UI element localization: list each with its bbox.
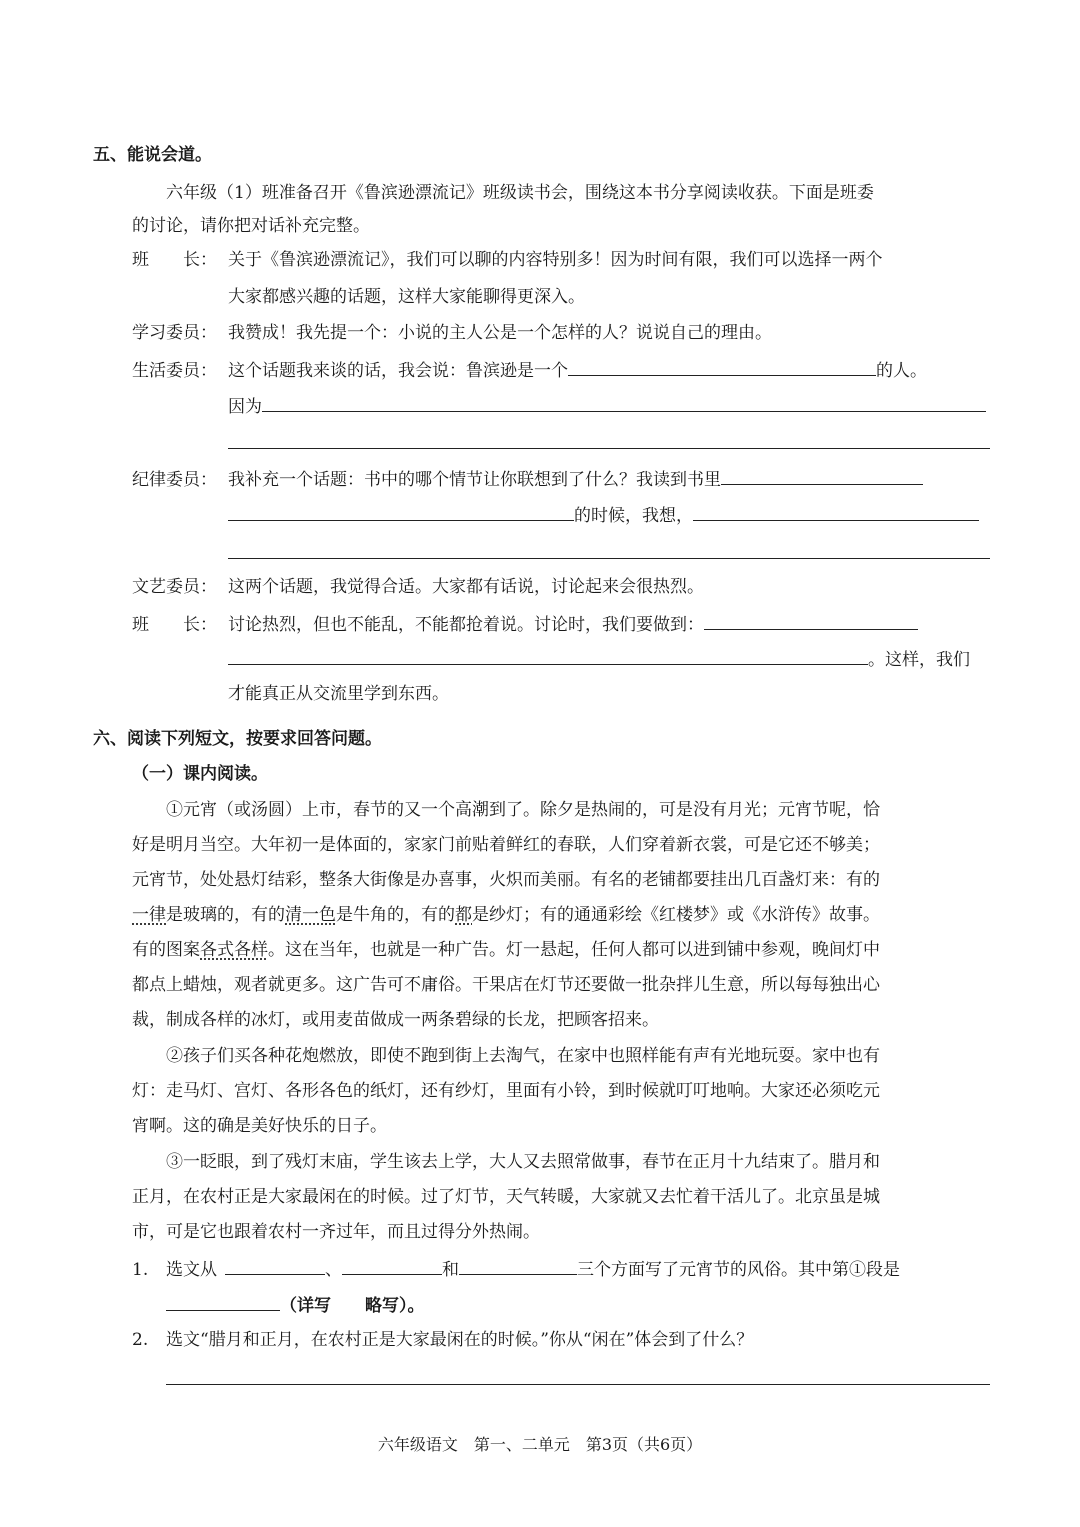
- dialogue-monitor-1-cont: 大家都感兴趣的话题，这样大家能聊得更深入。: [228, 287, 585, 307]
- dialogue-text: 因为: [228, 397, 262, 417]
- section5-title: 五、能说会道。: [93, 145, 212, 165]
- answer-line: [228, 430, 990, 456]
- passage-p1-line7: 裁，制成各样的冰灯，或用麦苗做成一两条碧绿的长龙，把顾客招来。: [132, 1010, 659, 1030]
- passage-p1-line1: ①元宵（或汤圆）上市，春节的又一个高潮到了。除夕是热闹的，可是没有月光；元宵节呢，恰: [166, 800, 880, 820]
- passage-text: 是牛角的，有的: [336, 905, 455, 925]
- dialogue-text: 的时候，我想，: [574, 506, 693, 526]
- passage-p1-line5: [132, 938, 880, 962]
- passage-text: 是纱灯；有的通通彩绘《红楼梦》或《水浒传》故事。: [472, 905, 880, 925]
- answer-line: [228, 540, 990, 566]
- passage-p3-line2: 正月，在农村正是大家最闲在的时候。过了灯节，天气转暖，大家就又去忙着干活儿了。北京虽是城: [132, 1187, 880, 1207]
- answer-blank[interactable]: [228, 540, 990, 559]
- passage-p1-line4: [132, 903, 880, 927]
- dialogue-monitor-2: [132, 611, 918, 637]
- answer-blank[interactable]: [228, 646, 868, 665]
- passage-p1-line2: 好是明月当空。大年初一是体面的，家家门前贴着鲜红的春联，人们穿着新衣裳，可是它还不够美；: [132, 835, 880, 855]
- answer-blank[interactable]: [166, 1366, 990, 1385]
- emphasis-word: 清一色: [285, 905, 336, 925]
- answer-blank[interactable]: [225, 1256, 325, 1275]
- emphasis-word: 都: [455, 905, 472, 925]
- section6-title: 六、阅读下列短文，按要求回答问题。: [93, 729, 382, 749]
- passage-p3-line3: 市，可是它也跟着农村一齐过年，而且过得分外热闹。: [132, 1222, 540, 1242]
- dialogue-text: 的人。: [876, 361, 927, 381]
- dialogue-text: 我赞成！我先提一个：小说的主人公是一个怎样的人？说说自己的理由。: [228, 323, 772, 343]
- dialogue-text: 关于《鲁滨逊漂流记》，我们可以聊的内容特别多！因为时间有限，我们可以选择一两个: [228, 250, 883, 270]
- answer-blank[interactable]: [228, 430, 990, 449]
- dialogue-discipline-committee-cont: [228, 502, 979, 528]
- section5-intro-line1: 六年级（1）班准备召开《鲁滨逊漂流记》班级读书会，围绕这本书分享阅读收获。下面是班委: [166, 183, 874, 203]
- speaker-label: 学习委员：: [132, 323, 217, 343]
- passage-p2-line1: ②孩子们买各种花炮燃放，即使不跑到街上去淘气，在家中也照样能有声有光地玩耍。家中也有: [166, 1046, 880, 1066]
- answer-blank[interactable]: [704, 611, 918, 630]
- speaker-label: 文艺委员：: [132, 577, 217, 597]
- question-text: 三个方面写了元宵节的风俗。其中第①段是: [577, 1260, 900, 1280]
- question-2: [132, 1328, 753, 1352]
- passage-p2-line2: 灯：走马灯、宫灯、各形各色的纸灯，还有纱灯，里面有小铃，到时候就叮叮地响。大家还必须吃元: [132, 1081, 880, 1101]
- passage-text: 有的图案: [132, 940, 200, 960]
- section5-intro-line2: 的讨论，请你把对话补充完整。: [132, 216, 370, 236]
- passage-p3-line1: ③一眨眼，到了残灯末庙，学生该去上学，大人又去照常做事，春节在正月十九结束了。腊月和: [166, 1152, 880, 1172]
- page-footer: 六年级语文 第一、二单元 第3页（共6页）: [377, 1435, 703, 1454]
- answer-blank[interactable]: [342, 1256, 442, 1275]
- answer-blank[interactable]: [459, 1256, 577, 1275]
- dialogue-life-committee: [132, 357, 927, 383]
- answer-blank[interactable]: [693, 502, 979, 521]
- question-text: 选文从: [166, 1260, 217, 1280]
- passage-text: 。这在当年，也就是一种广告。灯一悬起，任何人都可以进到铺中参观，晚间灯中: [268, 940, 880, 960]
- question-options: （详写 略写）。: [280, 1296, 425, 1316]
- answer-blank[interactable]: [166, 1292, 280, 1311]
- passage-p2-line3: 宵啊。这的确是美好快乐的日子。: [132, 1116, 387, 1136]
- answer-blank[interactable]: [721, 466, 923, 485]
- dialogue-text: 讨论热烈，但也不能乱，不能都抢着说。讨论时，我们要做到：: [228, 615, 704, 635]
- passage-p1-line6: 都点上蜡烛，观者就更多。这广告可不庸俗。干果店在灯节还要做一批杂拌儿生意，所以每每独出心: [132, 975, 880, 995]
- speaker-label: 班 长：: [132, 250, 217, 270]
- answer-blank[interactable]: [568, 357, 876, 376]
- dialogue-text: 这个话题我来谈的话，我会说：鲁滨逊是一个: [228, 361, 568, 381]
- answer-line: [166, 1366, 990, 1392]
- dialogue-arts-committee: [132, 575, 704, 599]
- dialogue-monitor-1: [132, 248, 883, 272]
- question-1-cont: [166, 1292, 425, 1318]
- speaker-label: 生活委员：: [132, 361, 217, 381]
- question-number: 1.: [132, 1260, 149, 1280]
- speaker-label: 纪律委员：: [132, 470, 217, 490]
- dialogue-monitor-2-end: 才能真正从交流里学到东西。: [228, 684, 449, 704]
- question-1: [132, 1256, 900, 1282]
- question-text: 选文“腊月和正月，在农村正是大家最闲在的时候。”你从“闲在”体会到了什么？: [166, 1330, 754, 1350]
- dialogue-text: 这两个话题，我觉得合适。大家都有话说，讨论起来会很热烈。: [228, 577, 704, 597]
- emphasis-word: 各式各样: [200, 940, 268, 960]
- answer-blank[interactable]: [262, 393, 986, 412]
- dialogue-monitor-2-cont: [228, 646, 970, 672]
- question-text: 、: [325, 1260, 342, 1280]
- passage-p1-line3: 元宵节，处处悬灯结彩，整条大街像是办喜事，火炽而美丽。有名的老铺都要挂出几百盏灯来：有的: [132, 870, 880, 890]
- dialogue-life-committee-because: [228, 393, 986, 419]
- answer-blank[interactable]: [228, 502, 574, 521]
- question-number: 2.: [132, 1330, 149, 1350]
- emphasis-word: 一律: [132, 905, 166, 925]
- dialogue-discipline-committee: [132, 466, 923, 492]
- passage-text: 是玻璃的，有的: [166, 905, 285, 925]
- dialogue-text: 我补充一个话题：书中的哪个情节让你联想到了什么？我读到书里: [228, 470, 721, 490]
- section6-subtitle: （一）课内阅读。: [132, 764, 268, 784]
- speaker-label: 班 长：: [132, 615, 217, 635]
- question-text: 和: [442, 1260, 459, 1280]
- dialogue-study-committee: [132, 321, 772, 345]
- dialogue-text: 。这样，我们: [868, 650, 970, 670]
